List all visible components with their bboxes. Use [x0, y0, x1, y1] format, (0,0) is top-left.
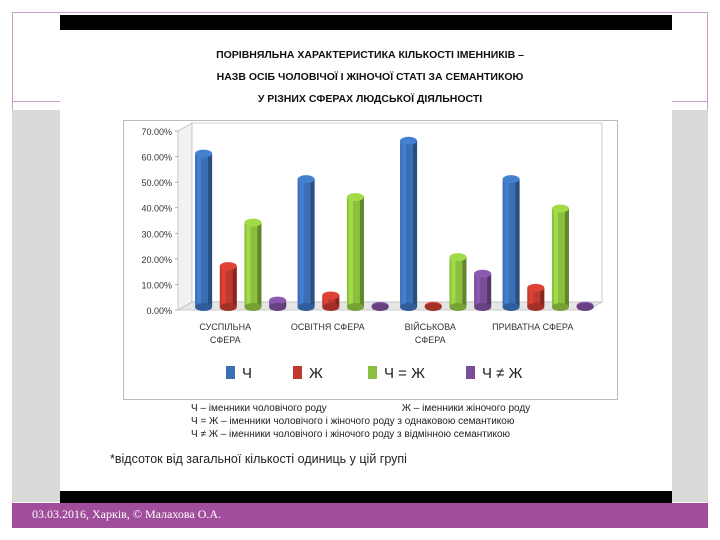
- bar-shade: [311, 179, 315, 307]
- bar-highlight: [222, 266, 226, 307]
- footer-date-author: 03.03.2016, Харків, © Малахова О.А.: [32, 507, 222, 521]
- bar-bottom: [195, 303, 212, 311]
- bar-bottom: [322, 303, 339, 311]
- y-tick-label: 30.00%: [141, 229, 172, 240]
- bar-shade: [516, 179, 520, 307]
- title-line-1: ПОРІВНЯЛЬНА ХАРАКТЕРИСТИКА КІЛЬКОСТІ ІМЕННИКІВ –: [216, 49, 524, 61]
- bar-bottom: [552, 303, 569, 311]
- y-tick-label: 40.00%: [141, 203, 172, 214]
- bar-shade: [487, 274, 491, 307]
- bar-top: [527, 284, 544, 292]
- bar-bottom: [425, 303, 442, 311]
- x-category-label: СФЕРА: [414, 335, 446, 345]
- x-category-label: ВІЙСЬКОВА: [404, 322, 456, 332]
- bar-top: [195, 150, 212, 158]
- footnote-ch: Ч – іменники чоловічого роду: [191, 403, 327, 414]
- bar-bottom: [577, 303, 594, 311]
- bar-highlight: [554, 209, 558, 307]
- legend-label-2: Ч = Ж: [384, 365, 425, 382]
- bar-top: [322, 291, 339, 299]
- bar-highlight: [300, 179, 304, 307]
- bar-bottom: [298, 303, 315, 311]
- y-tick-label: 70.00%: [141, 127, 172, 137]
- bar-shade: [257, 223, 261, 307]
- bar-top: [244, 219, 261, 227]
- x-category-label: ОСВІТНЯ СФЕРА: [290, 322, 365, 332]
- bar-bottom: [400, 303, 417, 311]
- side-band-right: [672, 110, 708, 502]
- bar-bottom: [372, 303, 389, 311]
- footnote-ne: Ч ≠ Ж – іменники чоловічого і жіночого роду з відмінною семантикою: [191, 429, 511, 440]
- y-tick-label: 0.00%: [146, 306, 172, 316]
- bar-chart: [123, 120, 618, 400]
- x-category-label: ПРИВАТНА СФЕРА: [492, 322, 574, 332]
- bar-shade: [565, 209, 569, 307]
- bar-bottom: [347, 303, 364, 311]
- bar-bottom: [269, 303, 286, 311]
- bar-bottom: [474, 303, 491, 311]
- title-line-3: У РІЗНИХ СФЕРАХ ЛЮДСЬКОЇ ДІЯЛЬНОСТІ: [257, 93, 483, 105]
- chart-title: [160, 44, 580, 110]
- x-category-label: СУСПІЛЬНА: [199, 322, 252, 332]
- legend-label-1: Ж: [309, 365, 323, 382]
- bar-bottom: [220, 303, 237, 311]
- legend-swatch-0: [226, 366, 235, 379]
- divider-right: [672, 101, 708, 102]
- footnote-zh: Ж – іменники жіночого роду: [401, 403, 531, 414]
- bar-shade: [413, 141, 417, 307]
- y-tick-label: 10.00%: [141, 280, 172, 291]
- bar-top: [298, 175, 315, 183]
- y-tick-label: 60.00%: [141, 152, 172, 163]
- bar-bottom: [244, 303, 261, 311]
- x-category-label: СФЕРА: [209, 335, 241, 345]
- footnote-eq: Ч = Ж – іменники чоловічого і жіночого роду з однаковою семантикою: [191, 416, 515, 427]
- bar-top: [474, 270, 491, 278]
- bar-highlight: [505, 179, 509, 307]
- legend-swatch-1: [293, 366, 302, 379]
- divider-left: [12, 101, 60, 102]
- bar-highlight: [246, 223, 250, 307]
- bar-highlight: [349, 197, 353, 307]
- bar-highlight: [451, 257, 455, 307]
- bar-top: [347, 193, 364, 201]
- bar-top: [449, 253, 466, 261]
- bar-bottom: [449, 303, 466, 311]
- bar-top: [400, 137, 417, 145]
- y-tick-label: 20.00%: [141, 254, 172, 265]
- percentage-note: *відсоток від загальної кількості одиниць у цій групі: [110, 452, 407, 466]
- bar-top: [552, 205, 569, 213]
- bar-top: [220, 262, 237, 270]
- bar-highlight: [197, 154, 201, 307]
- legend-label-0: Ч: [242, 365, 252, 382]
- bar-shade: [462, 257, 466, 307]
- bar-bottom: [527, 303, 544, 311]
- bar-highlight: [476, 274, 480, 307]
- legend-swatch-2: [368, 366, 377, 379]
- title-line-2: НАЗВ ОСІБ ЧОЛОВІЧОЇ І ЖІНОЧОЇ СТАТІ ЗА СЕМАНТИКОЮ: [216, 71, 524, 83]
- legend-explanations: [191, 402, 530, 441]
- side-band-left: [12, 110, 60, 502]
- bar-shade: [233, 266, 237, 307]
- legend-swatch-3: [466, 366, 475, 379]
- bar-bottom: [503, 303, 520, 311]
- legend-label-3: Ч ≠ Ж: [482, 365, 523, 382]
- bar-shade: [208, 154, 212, 307]
- y-tick-label: 50.00%: [141, 178, 172, 189]
- bar-highlight: [402, 141, 406, 307]
- bar-shade: [360, 197, 364, 307]
- chart-side-wall: [178, 123, 192, 310]
- bar-top: [503, 175, 520, 183]
